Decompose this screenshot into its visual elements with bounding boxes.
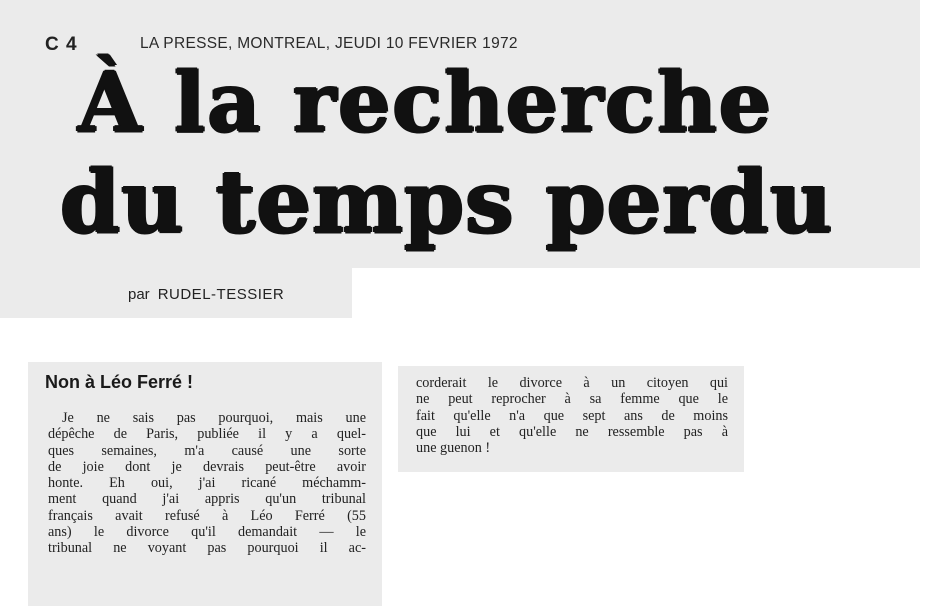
column-2-line: ne peut reprocher à sa femme que le (416, 391, 728, 408)
article-section-title: Non à Léo Ferré ! (45, 372, 194, 392)
column-1-line: ques semaines, m'a causé une sorte (48, 442, 366, 459)
column-1-line: tribunal ne voyant pas pourquoi il ac- (48, 540, 366, 557)
byline-author: RUDEL-TESSIER (157, 286, 285, 303)
column-2-line: corderait le divorce à un citoyen qui (416, 375, 728, 391)
byline-prefix: par (128, 286, 150, 303)
article-column-1 (48, 410, 366, 557)
column-1-line: ans) le divorce qu'il demandait — le (48, 524, 366, 541)
byline (128, 286, 284, 303)
headline-line-2: du temps perdu (60, 152, 834, 253)
page-folio: C 4 (45, 34, 78, 55)
column-2-line: fait qu'elle n'a que sept ans de moins (416, 407, 728, 424)
column-1-line: dépêche de Paris, publiée il y a quel- (48, 426, 366, 443)
column-1-line: français avait refusé à Léo Ferré (55 (48, 507, 366, 524)
column-1-line: honte. Eh oui, j'ai ricané méchamm- (48, 475, 366, 492)
article-column-2 (416, 375, 728, 456)
column-1-line: Je ne sais pas pourquoi, mais une (62, 410, 366, 426)
column-2-line: que lui et qu'elle ne ressemble pas à (416, 423, 728, 440)
newspaper-dateline: LA PRESSE, MONTREAL, JEUDI 10 FEVRIER 1972 (140, 35, 518, 52)
column-2-line: une guenon ! (416, 440, 491, 457)
column-1-line: ment quand j'ai appris qu'un tribunal (48, 491, 366, 508)
column-1-line: de joie dont je devrais peut-être avoir (48, 458, 366, 475)
headline-line-1: À la recherche (78, 55, 774, 151)
